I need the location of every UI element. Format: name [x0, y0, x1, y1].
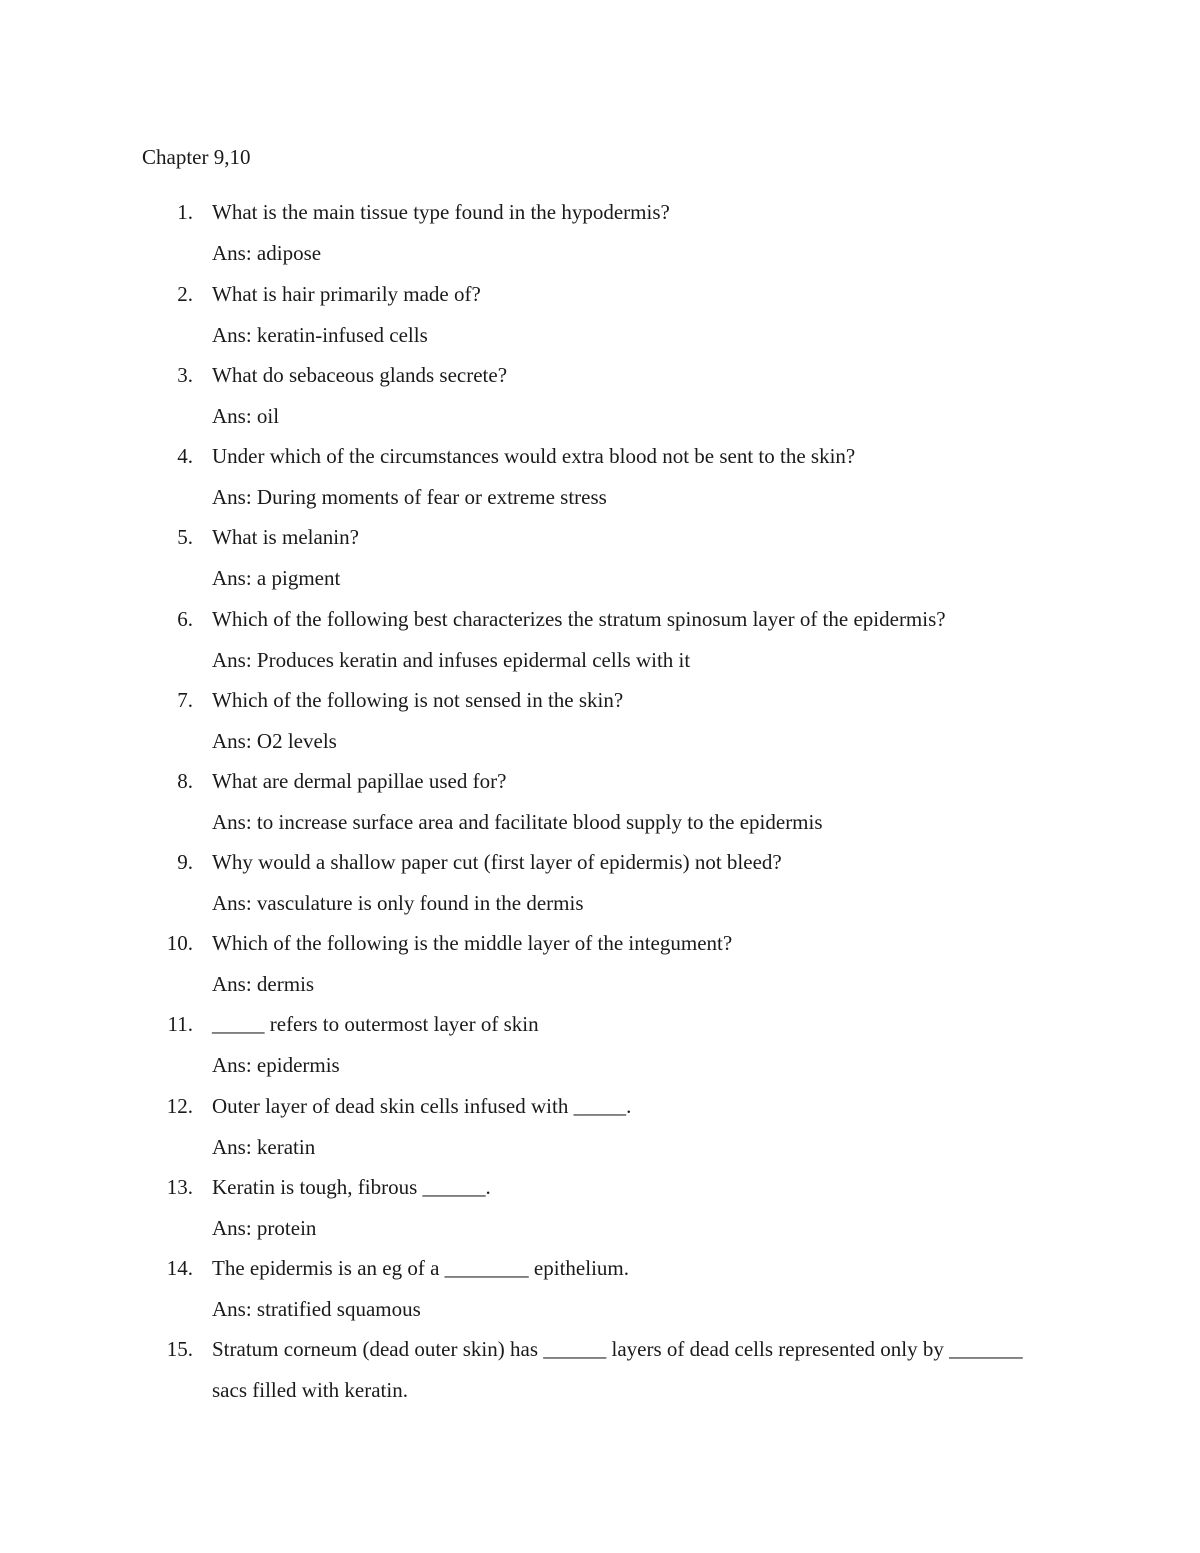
answer-text: Ans: keratin-infused cells — [212, 323, 428, 347]
question-number: 10. — [166, 931, 193, 955]
answer-text: Ans: O2 levels — [212, 729, 337, 753]
question-number: 6. — [177, 607, 193, 631]
question-number: 3. — [177, 363, 193, 387]
question-item-14 — [0, 1256, 1200, 1338]
question-text: Which of the following best characterizes the stratum spinosum layer of the epidermis? — [212, 607, 946, 631]
question-item-12 — [0, 1094, 1200, 1176]
question-item-13 — [0, 1175, 1200, 1257]
answer-text: Ans: dermis — [212, 972, 315, 996]
answer-text: Ans: protein — [212, 1216, 317, 1240]
question-text: What is hair primarily made of? — [212, 282, 481, 306]
question-item-15 — [0, 1337, 1200, 1419]
answer-text: Ans: a pigment — [212, 566, 341, 590]
question-text: Stratum corneum (dead outer skin) has ______ layers of dead cells represented only by _______ sacs filled with keratin. — [212, 1336, 1023, 1402]
question-text: _____ refers to outermost layer of skin — [212, 1012, 539, 1036]
question-number: 11. — [167, 1012, 193, 1036]
question-number: 9. — [177, 850, 193, 874]
answer-text: Ans: keratin — [212, 1135, 316, 1159]
answer-text: Ans: oil — [212, 404, 280, 428]
question-text: Under which of the circumstances would extra blood not be sent to the skin? — [212, 444, 856, 468]
question-number: 5. — [177, 525, 193, 549]
question-text: Outer layer of dead skin cells infused with _____. — [212, 1094, 632, 1118]
question-number: 2. — [177, 282, 193, 306]
page-title: Chapter 9,10 — [142, 145, 251, 169]
question-number: 4. — [177, 444, 193, 468]
answer-text: Ans: During moments of fear or extreme stress — [212, 485, 607, 509]
question-text: Which of the following is the middle layer of the integument? — [212, 931, 733, 955]
question-number: 12. — [166, 1094, 193, 1118]
question-item-8 — [0, 769, 1200, 851]
question-text: What are dermal papillae used for? — [212, 769, 507, 793]
answer-text: Ans: Produces keratin and infuses epidermal cells with it — [212, 648, 691, 672]
answer-text: Ans: epidermis — [212, 1053, 340, 1077]
answer-text: Ans: adipose — [212, 241, 322, 265]
question-number: 8. — [177, 769, 193, 793]
question-item-9 — [0, 850, 1200, 932]
answer-text: Ans: vasculature is only found in the dermis — [212, 891, 584, 915]
question-item-7 — [0, 688, 1200, 770]
question-number: 7. — [177, 688, 193, 712]
question-number: 14. — [166, 1256, 193, 1280]
question-number: 1. — [177, 200, 193, 224]
question-item-3 — [0, 363, 1200, 445]
question-text: Why would a shallow paper cut (first layer of epidermis) not bleed? — [212, 850, 782, 874]
question-item-1 — [0, 200, 1200, 282]
question-item-11 — [0, 1012, 1200, 1094]
question-number: 13. — [166, 1175, 193, 1199]
question-number: 15. — [166, 1337, 193, 1361]
question-item-5 — [0, 525, 1200, 607]
question-text: Keratin is tough, fibrous ______. — [212, 1175, 491, 1199]
question-item-10 — [0, 931, 1200, 1013]
question-text: Which of the following is not sensed in the skin? — [212, 688, 624, 712]
question-text: What is melanin? — [212, 525, 359, 549]
answer-text: Ans: to increase surface area and facilitate blood supply to the epidermis — [212, 810, 823, 834]
question-item-2 — [0, 282, 1200, 364]
answer-text: Ans: stratified squamous — [212, 1297, 421, 1321]
question-text: The epidermis is an eg of a ________ epithelium. — [212, 1256, 629, 1280]
question-item-4 — [0, 444, 1200, 526]
question-item-6 — [0, 607, 1200, 689]
question-text: What is the main tissue type found in the hypodermis? — [212, 200, 670, 224]
question-text: What do sebaceous glands secrete? — [212, 363, 508, 387]
